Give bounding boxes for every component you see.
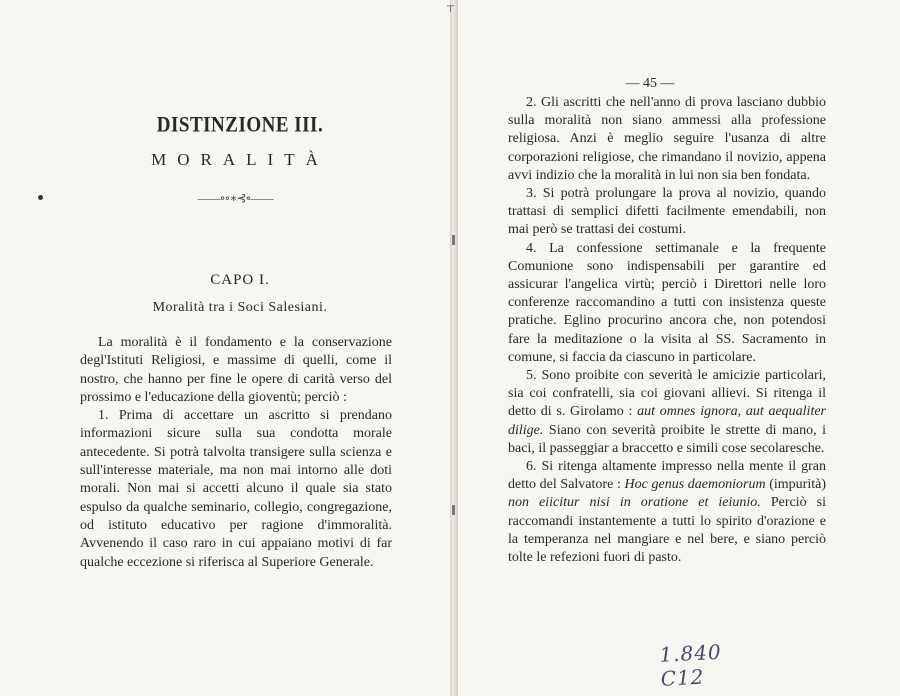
right-body-text bbox=[508, 94, 826, 567]
gutter-mark: ┬ bbox=[447, 1, 455, 12]
paragraph-6-text-b: (impurità) bbox=[765, 477, 826, 493]
section-heading: DISTINZIONE III. bbox=[156, 113, 324, 138]
binding-stitch bbox=[452, 235, 455, 245]
paragraph-2: 2. Gli ascritti che nell'anno di prova lasciano dubbio sulla moralità non siano ammessi alla professione religiosa. Anzi è meglio seguire l'usanza di altre corporazioni religiose, che rimandano il novizio, appena avvi indizio che la moralità in lui non sia ben fondata. bbox=[508, 95, 826, 183]
paragraph-5-text-b: Siano con severità proibite le strette di mano, i baci, il passeggiar a braccetto e simili cose secolaresche. bbox=[508, 422, 826, 456]
ornament-divider: ——∘∘∗⊰∘—— bbox=[197, 191, 273, 205]
paragraph-6-text-c: Perciò si raccomandi instantemente a tutti lo spirito d'orazione e la temperanza nel mangiare e nel bere, e siano perciò tolte le refezioni fuori di pasto. bbox=[508, 495, 827, 566]
intro-paragraph: La moralità è il fondamento e la conservazione degl'Istituti Religiosi, e massime di quelli, come il nostro, che hanno per fine le opere di carità verso del prossimo e l'educazione della gioventù; perciò : bbox=[80, 335, 392, 405]
handwritten-shelfmark: 1.840 C12 bbox=[658, 639, 723, 691]
paragraph-4: 4. La confessione settimanale e la frequente Comunione sono indispensabili per garantire ed assicurar l'angelica virtù; perciò i Direttori nelle loro conferenze raccomandino a tutti con insistenza queste pratiche. Eglino procurino ancora che, non potendosi fare la meditazione o la visita al SS. Sacramento in comune, si faccia da ciascuno in particolare. bbox=[508, 240, 826, 365]
left-body-text bbox=[80, 334, 392, 572]
chapter-heading: CAPO I. bbox=[210, 272, 270, 288]
section-subheading: MORALITÀ bbox=[151, 150, 329, 169]
paragraph-6 bbox=[508, 458, 826, 567]
latin-quote-salvatore-2: non eiicitur nisi in oratione et ieiunio. bbox=[508, 495, 761, 511]
latin-quote-girolamo: aut omnes ignora, aut aequaliter dilige. bbox=[508, 404, 826, 438]
paragraph-3: 3. Si potrà prolungare la prova al novizio, quando trattasi di semplici difetti facilmente emendabili, non mai però se trattasi dei costumi. bbox=[508, 186, 826, 238]
paragraph-5-text-a: 5. Sono proibite con severità le amicizie particolari, sia coi confratelli, sia coi giovani allievi. Si ritenga il detto di s. Girolamo : bbox=[508, 368, 826, 420]
paragraph-5 bbox=[508, 367, 826, 458]
book-gutter bbox=[450, 0, 458, 696]
latin-quote-salvatore-1: Hoc genus daemoniorum bbox=[624, 477, 766, 493]
chapter-title: Moralità tra i Soci Salesiani. bbox=[152, 300, 328, 315]
page-number: — 45 — bbox=[625, 76, 675, 91]
binding-stitch bbox=[452, 505, 455, 515]
ink-speck bbox=[38, 195, 43, 200]
paragraph-1: 1. Prima di accettare un ascritto si prendano informazioni sicure sulla sua condotta morale antecedente. Si potrà talvolta transigere sulla scienza e sull'interesse materiale, ma non mai intorno alle doti morali. Non mai si accetti alcuno il quale sia stato espulso da qualche seminario, collegio, congregazione, od istituto educativo per ragione d'immoralità. Avvenendo il caso raro in cui appaiano motivi di far qualche eccezione si riferisca al Superiore Generale. bbox=[80, 408, 392, 570]
paragraph-6-text-a: 6. Si ritenga altamente impresso nella mente il gran detto del Salvatore : bbox=[508, 459, 826, 493]
